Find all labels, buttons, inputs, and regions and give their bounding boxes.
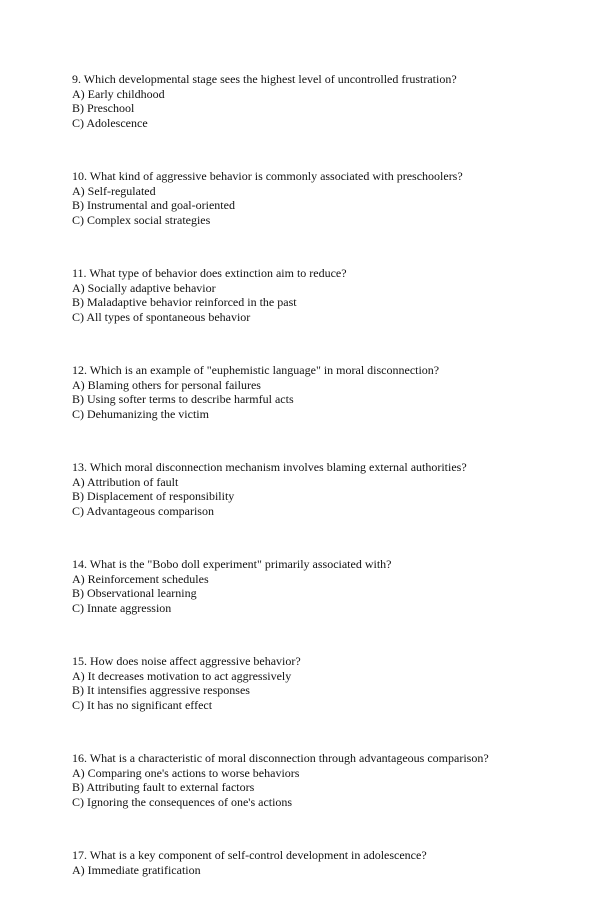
question-text: 13. Which moral disconnection mechanism involves blaming external authorities? xyxy=(72,460,467,474)
answer-option: B) Using softer terms to describe harmful acts xyxy=(72,392,294,406)
answer-option: A) Comparing one's actions to worse behaviors xyxy=(72,765,300,780)
answer-option: C) Innate aggression xyxy=(72,600,172,615)
answer-option: B) Preschool xyxy=(72,101,135,115)
answer-option: C) All types of spontaneous behavior xyxy=(72,309,251,324)
question-11 xyxy=(72,266,532,324)
answer-option: B) Displacement of responsibility xyxy=(72,489,235,503)
question-15 xyxy=(72,654,532,712)
answer-option: C) Complex social strategies xyxy=(72,212,211,227)
answer-option: A) Blaming others for personal failures xyxy=(72,377,261,392)
answer-option: C) Dehumanizing the victim xyxy=(72,406,209,421)
answer-option: B) Attributing fault to external factors xyxy=(72,780,255,794)
answer-option: A) Early childhood xyxy=(72,86,165,101)
answer-option: C) Ignoring the consequences of one's actions xyxy=(72,794,293,809)
question-text: 12. Which is an example of "euphemistic language" in moral disconnection? xyxy=(72,363,440,377)
question-text: 16. What is a characteristic of moral disconnection through advantageous comparison? xyxy=(72,751,489,765)
answer-option: B) Observational learning xyxy=(72,586,197,600)
answer-option: A) Immediate gratification xyxy=(72,862,201,877)
answer-option: A) Attribution of fault xyxy=(72,474,179,489)
answer-option: B) It intensifies aggressive responses xyxy=(72,683,250,697)
answer-option: C) Advantageous comparison xyxy=(72,503,214,518)
question-12 xyxy=(72,363,532,421)
answer-option: B) Instrumental and goal-oriented xyxy=(72,198,235,212)
answer-option: A) Reinforcement schedules xyxy=(72,571,209,586)
quiz-question-list xyxy=(72,72,532,916)
answer-option: C) It has no significant effect xyxy=(72,697,213,712)
question-10 xyxy=(72,169,532,227)
question-text: 9. Which developmental stage sees the highest level of uncontrolled frustration? xyxy=(72,72,457,86)
answer-option: A) It decreases motivation to act aggressively xyxy=(72,668,292,683)
answer-option: C) Adolescence xyxy=(72,115,148,130)
answer-option: B) Maladaptive behavior reinforced in the past xyxy=(72,295,297,309)
question-text: 10. What kind of aggressive behavior is commonly associated with preschoolers? xyxy=(72,169,463,183)
question-text: 14. What is the "Bobo doll experiment" primarily associated with? xyxy=(72,557,392,571)
question-9 xyxy=(72,72,532,130)
answer-option: A) Self-regulated xyxy=(72,183,156,198)
question-text: 11. What type of behavior does extinction aim to reduce? xyxy=(72,266,347,280)
question-text: 15. How does noise affect aggressive behavior? xyxy=(72,654,301,668)
answer-option: A) Socially adaptive behavior xyxy=(72,280,216,295)
question-17 xyxy=(72,848,532,877)
question-16 xyxy=(72,751,532,809)
question-14 xyxy=(72,557,532,615)
question-13 xyxy=(72,460,532,518)
question-text: 17. What is a key component of self-control development in adolescence? xyxy=(72,848,427,862)
